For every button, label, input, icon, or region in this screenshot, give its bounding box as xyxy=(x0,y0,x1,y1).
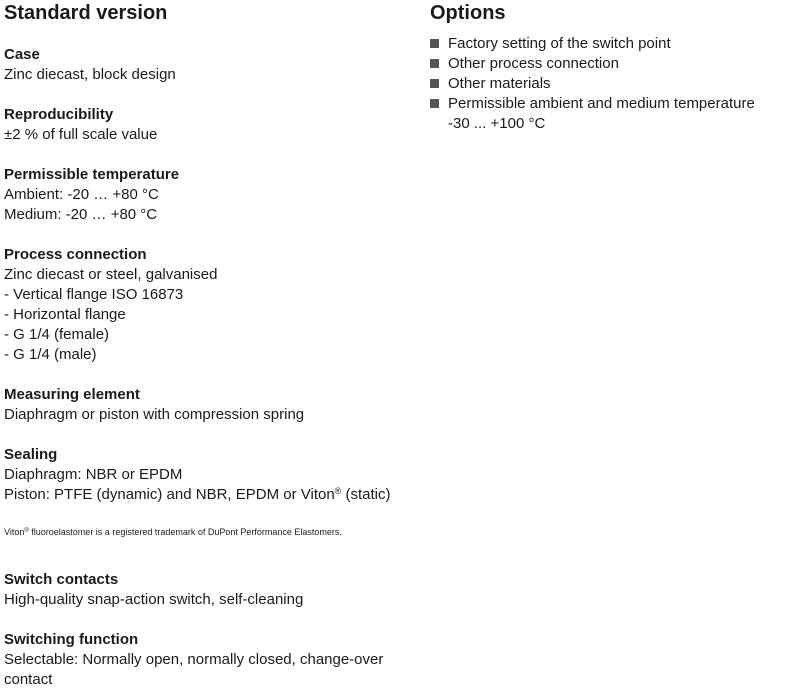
process-connection-option: - Horizontal flange xyxy=(4,306,126,323)
process-connection-option: - Vertical flange ISO 16873 xyxy=(4,286,184,303)
options-column xyxy=(430,0,800,134)
registered-mark: ® xyxy=(334,486,342,496)
measuring-element-value: Diaphragm or piston with compression spring xyxy=(4,406,305,423)
process-connection-section xyxy=(4,245,404,365)
sealing-heading: Sealing xyxy=(4,446,58,463)
option-label: Factory setting of the switch point xyxy=(448,35,671,52)
footnote-viton: Viton xyxy=(4,527,25,537)
process-connection-option: - G 1/4 (male) xyxy=(4,346,97,363)
measuring-element-section xyxy=(4,385,404,425)
list-item xyxy=(430,94,800,134)
case-section xyxy=(4,45,404,85)
sealing-piston-text: Piston: PTFE (dynamic) and NBR, EPDM or Viton xyxy=(4,486,335,503)
viton-footnote xyxy=(4,526,404,538)
sealing-diaphragm: Diaphragm: NBR or EPDM xyxy=(4,466,183,483)
sealing-section xyxy=(4,445,404,505)
case-heading: Case xyxy=(4,46,40,63)
process-connection-option: - G 1/4 (female) xyxy=(4,326,110,343)
option-label: Permissible ambient and medium temperature xyxy=(448,95,755,112)
square-bullet-icon xyxy=(430,99,439,108)
standard-version-title: Standard version xyxy=(4,2,168,24)
list-item xyxy=(430,74,800,94)
switch-contacts-section xyxy=(4,570,404,610)
list-item xyxy=(430,54,800,74)
reproducibility-value: ±2 % of full scale value xyxy=(4,126,158,143)
sealing-piston xyxy=(4,485,404,505)
standard-version-column xyxy=(4,0,404,690)
list-item xyxy=(430,34,800,54)
switch-contacts-heading: Switch contacts xyxy=(4,571,119,588)
sealing-piston-suffix: (static) xyxy=(341,486,391,503)
temperature-heading: Permissible temperature xyxy=(4,166,180,183)
square-bullet-icon xyxy=(430,39,439,48)
process-connection-heading: Process connection xyxy=(4,246,147,263)
footnote-text: fluoroelastomer is a registered trademark of DuPont Performance Elastomers. xyxy=(28,527,342,537)
square-bullet-icon xyxy=(430,79,439,88)
switch-contacts-value: High-quality snap-action switch, self-cleaning xyxy=(4,591,304,608)
case-value: Zinc diecast, block design xyxy=(4,66,176,83)
option-sub-value: -30 ... +100 °C xyxy=(448,115,546,132)
footnote-registered-mark: ® xyxy=(24,528,29,534)
temperature-medium: Medium: -20 … +80 °C xyxy=(4,206,158,223)
reproducibility-section xyxy=(4,105,404,145)
switching-function-section xyxy=(4,630,404,690)
measuring-element-heading: Measuring element xyxy=(4,386,140,403)
option-label: Other process connection xyxy=(448,55,619,72)
option-label: Other materials xyxy=(448,75,551,92)
square-bullet-icon xyxy=(430,59,439,68)
reproducibility-heading: Reproducibility xyxy=(4,106,114,123)
switching-function-value: Selectable: Normally open, normally closed, change-over contact xyxy=(4,651,384,688)
temperature-ambient: Ambient: -20 … +80 °C xyxy=(4,186,159,203)
temperature-section xyxy=(4,165,404,225)
process-connection-material: Zinc diecast or steel, galvanised xyxy=(4,266,218,283)
options-title: Options xyxy=(430,2,506,24)
options-list xyxy=(430,34,800,134)
switching-function-heading: Switching function xyxy=(4,631,139,648)
